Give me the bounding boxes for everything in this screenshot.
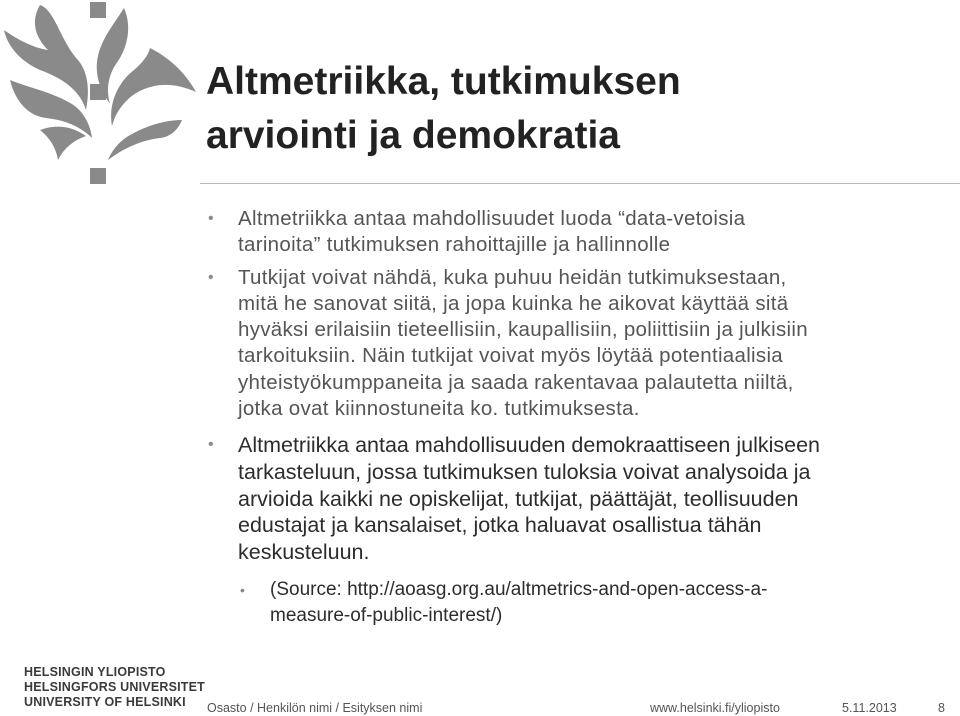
bullet-dot-icon: •	[208, 268, 214, 286]
logo-line: HELSINGIN YLIOPISTO	[24, 665, 166, 679]
bullet-dot-icon: •	[240, 582, 245, 599]
bullet-line: jotka ovat kiinnostuneita ko. tutkimuksesta.	[238, 397, 640, 421]
bullet-line: tarinoita” tutkimuksen rahoittajille ja hallinnolle	[238, 233, 671, 257]
bullet-line: hyväksi erilaisiin tieteellisiin, kaupallisiin, poliittisiin ja julkisiin	[238, 318, 808, 342]
bullet-item	[206, 206, 956, 259]
bullet-line: Altmetriikka antaa mahdollisuudet luoda “data-vetoisia	[238, 207, 746, 230]
title-line: arviointi ja demokratia	[206, 114, 620, 157]
footer-presentation-info: Osasto / Henkilön nimi / Esityksen nimi	[207, 701, 423, 715]
bullet-item	[206, 265, 956, 423]
bullet-line: yhteistyökumppaneita ja saada rakentavaa palautetta niiltä,	[238, 370, 794, 394]
bullet-line: Altmetriikka antaa mahdollisuuden demokraattiseen julkiseen	[238, 433, 821, 458]
bullet-line: edustajat ja kansalaiset, jotka haluavat osallistua tähän	[238, 513, 762, 538]
footer-date: 5.11.2013	[842, 701, 897, 715]
logo-line: UNIVERSITY OF HELSINKI	[24, 695, 186, 709]
university-name-logo	[24, 665, 205, 710]
bullet-line: Tutkijat voivat nähdä, kuka puhuu heidän tutkimuksestaan,	[238, 265, 787, 289]
title-line: Altmetriikka, tutkimuksen	[206, 60, 681, 103]
university-flame-logo	[0, 0, 200, 190]
bullet-line: keskusteluun.	[238, 539, 370, 564]
bullet-line: tarkasteluun, jossa tutkimuksen tuloksia voivat analysoida ja	[238, 459, 811, 484]
bullet-line: mitä he sanovat siitä, ja jopa kuinka he aikovat käyttää sitä	[238, 291, 789, 315]
source-line: measure-of-public-interest/)	[270, 605, 503, 627]
bullet-dot-icon: •	[208, 210, 214, 227]
bullet-line: tarkoituksiin. Näin tutkijat voivat myös löytää potentiaalisia	[238, 344, 784, 368]
footer-url: www.helsinki.fi/yliopisto	[650, 701, 780, 715]
page-title	[206, 55, 946, 163]
title-divider	[200, 183, 960, 184]
source-line: (Source: http://aoasg.org.au/altmetrics-and-open-access-a-	[270, 579, 768, 601]
bullet-dot-icon: •	[208, 436, 214, 454]
bullet-item	[206, 432, 956, 565]
page-number: 8	[938, 701, 945, 715]
logo-line: HELSINGFORS UNIVERSITET	[24, 680, 206, 694]
slide-content	[206, 206, 956, 629]
bullet-line: arvioida kaikki ne opiskelijat, tutkijat, päättäjät, teollisuuden	[238, 486, 799, 511]
source-sub-bullet	[206, 577, 956, 629]
